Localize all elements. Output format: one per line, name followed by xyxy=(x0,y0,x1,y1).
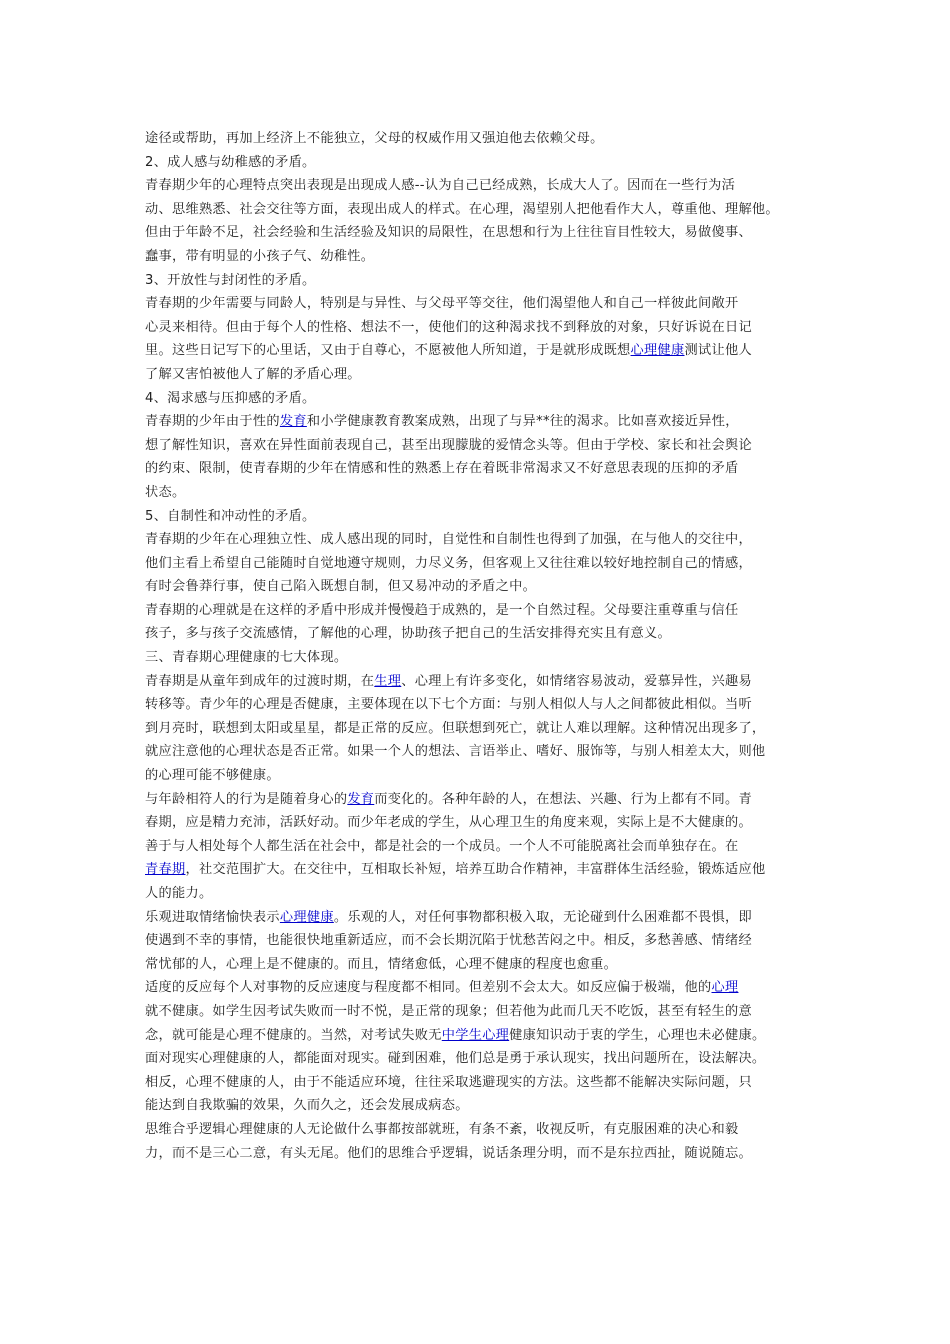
text-line xyxy=(145,198,813,222)
text-line xyxy=(145,292,813,316)
text-line xyxy=(145,646,813,670)
text-segment: 到月亮时，联想到太阳或星星，都是正常的反应。但联想到死亡，就让人难以理解。这种情况出现多了， xyxy=(145,720,766,736)
text-line xyxy=(145,929,813,953)
text-segment: 能达到自我欺骗的效果，久而久之，还会发展成病态。 xyxy=(145,1098,469,1114)
text-line xyxy=(145,1071,813,1095)
keyword-link[interactable]: 心理 xyxy=(711,980,739,996)
text-segment: 心灵来相待。但由于每个人的性格、想法不一，使他们的这种渴求找不到释放的对象，只好诉说在日记 xyxy=(145,319,752,335)
text-segment: 健康知识动于衷的学生，心理也未必健康。 xyxy=(509,1027,766,1043)
text-line xyxy=(145,976,813,1000)
text-line xyxy=(145,835,813,859)
text-segment: 适度的反应每个人对事物的反应速度与程度都不相同。但差别不会太大。如反应偏于极端，他的 xyxy=(145,980,712,996)
text-segment: 了解又害怕被他人了解的矛盾心理。 xyxy=(145,366,361,382)
keyword-link[interactable]: 心理健康 xyxy=(630,343,685,359)
text-segment: 他们主看上希望自己能随时自觉地遵守规则，力尽义务，但客观上又往往难以较好地控制自己的情感， xyxy=(145,555,752,571)
text-segment: 三、青春期心理健康的七大体现。 xyxy=(145,650,348,666)
text-segment: 转移等。青少年的心理是否健康，主要体现在以下七个方面：与别人相似人与人之间都彼此相似。当听 xyxy=(145,697,752,713)
text-segment: 善于与人相处每个人都生活在社会中，都是社会的一个成员。一个人不可能脱离社会而单独存在。在 xyxy=(145,838,739,854)
text-line xyxy=(145,953,813,977)
text-line xyxy=(145,599,813,623)
text-segment: 青春期的心理就是在这样的矛盾中形成并慢慢趋于成熟的，是一个自然过程。父母要注重尊重与信任 xyxy=(145,602,739,618)
keyword-link[interactable]: 发育 xyxy=(347,791,375,807)
text-line xyxy=(145,1142,813,1166)
text-segment: ，社交范围扩大。在交往中，互相取长补短，培养互助合作精神，丰富群体生活经验，锻炼适应他 xyxy=(185,862,766,878)
text-segment: 使遇到不幸的事情，也能很快地重新适应，而不会长期沉陷于忧愁苦闷之中。相反，多愁善感、情绪经 xyxy=(145,933,752,949)
text-line xyxy=(145,363,813,387)
text-segment: 、心理上有许多变化，如情绪容易波动，爱慕异性，兴趣易 xyxy=(401,673,752,689)
text-segment: 。乐观的人，对任何事物都积极入取，无论碰到什么困难都不畏惧，即 xyxy=(333,909,752,925)
text-segment: 2、成人感与幼稚感的矛盾。 xyxy=(145,154,316,170)
text-segment: 里。这些日记写下的心里话，又由于自尊心，不愿被他人所知道，于是就形成既想 xyxy=(145,343,631,359)
text-line xyxy=(145,693,813,717)
text-segment: 思维合乎逻辑心理健康的人无论做什么事都按部就班，有条不紊，收视反听，有克服困难的决心和毅 xyxy=(145,1121,739,1137)
text-segment: 和小学健康教育教案成熟，出现了与异**往的渴求。比如喜欢接近异性， xyxy=(306,414,739,430)
text-line xyxy=(145,151,813,175)
keyword-link[interactable]: 中学生心理 xyxy=(441,1027,510,1043)
text-segment: 青春期的少年在心理独立性、成人感出现的同时，自觉性和自制性也得到了加强，在与他人的交往中， xyxy=(145,532,752,548)
text-line xyxy=(145,788,813,812)
text-line xyxy=(145,245,813,269)
text-segment: 途径或帮助，再加上经济上不能独立，父母的权威作用又强迫他去依赖父母。 xyxy=(145,131,604,146)
text-segment: 力，而不是三心二意，有头无尾。他们的思维合乎逻辑，说话条理分明，而不是东拉西扯，随说随忘。 xyxy=(145,1145,752,1161)
text-segment: 常忧郁的人，心理上是不健康的。而且，情绪愈低，心理不健康的程度也愈重。 xyxy=(145,956,618,972)
text-line xyxy=(145,387,813,411)
text-line xyxy=(145,670,813,694)
text-segment: 春期，应是精力充沛，活跃好动。而少年老成的学生，从心理卫生的角度来观，实际上是不大健康的。 xyxy=(145,815,752,831)
text-line xyxy=(145,764,813,788)
text-segment: 3、开放性与封闭性的矛盾。 xyxy=(145,272,316,288)
text-segment: 但由于年龄不足，社会经验和生活经验及知识的局限性，在思想和行为上往往盲目性较大，易做傻事、 xyxy=(145,225,752,241)
text-line xyxy=(145,481,813,505)
text-line xyxy=(145,316,813,340)
text-segment: 5、自制性和冲动性的矛盾。 xyxy=(145,508,316,524)
text-line xyxy=(145,858,813,882)
text-line xyxy=(145,1118,813,1142)
text-segment: 面对现实心理健康的人，都能面对现实。碰到困难，他们总是勇于承认现实，找出问题所在，设法解决。 xyxy=(145,1051,766,1067)
text-line xyxy=(145,1024,813,1048)
text-line xyxy=(145,1000,813,1024)
text-line xyxy=(145,622,813,646)
text-line xyxy=(145,221,813,245)
text-segment: 动、思维熟悉、社会交往等方面，表现出成人的样式。在心理，渴望别人把他看作大人，尊重他、理解他。 xyxy=(145,201,779,217)
text-segment: 念，就可能是心理不健康的。当然，对考试失败无 xyxy=(145,1027,442,1043)
text-segment: 就应注意他的心理状态是否正常。如果一个人的想法、言语举止、嗜好、服饰等，与别人相差太大，则他 xyxy=(145,744,766,760)
text-segment: 青春期的少年需要与同龄人，特别是与异性、与父母平等交往，他们渴望他人和自己一样彼此间敞开 xyxy=(145,296,739,312)
text-segment: 人的能力。 xyxy=(145,886,213,901)
text-segment: 青春期少年的心理特点突出表现是出现成人感--认为自己已经成熟，长成大人了。因而在一些行为活 xyxy=(145,178,736,194)
text-line xyxy=(145,269,813,293)
text-line xyxy=(145,740,813,764)
text-segment: 的约束、限制，使青春期的少年在情感和性的熟悉上存在着既非常渴求又不好意思表现的压抑的矛盾 xyxy=(145,461,739,477)
text-line xyxy=(145,174,813,198)
text-line xyxy=(145,1094,813,1118)
text-segment: 想了解性知识，喜欢在异性面前表现自己，甚至出现朦胧的爱情念头等。但由于学校、家长和社会舆论 xyxy=(145,437,752,453)
keyword-link[interactable]: 发育 xyxy=(279,414,307,430)
text-line xyxy=(145,434,813,458)
text-line xyxy=(145,882,813,906)
text-segment: 青春期的少年由于性的 xyxy=(145,414,280,430)
document-body xyxy=(145,127,813,1165)
text-line xyxy=(145,717,813,741)
text-segment: 乐观进取情绪愉快表示 xyxy=(145,909,280,925)
text-line xyxy=(145,552,813,576)
text-line xyxy=(145,811,813,835)
text-segment: 青春期是从童年到成年的过渡时期，在 xyxy=(145,673,375,689)
text-segment: 的心理可能不够健康。 xyxy=(145,768,280,784)
text-segment: 有时会鲁莽行事，使自己陷入既想自制，但又易冲动的矛盾之中。 xyxy=(145,579,537,595)
text-line xyxy=(145,906,813,930)
text-segment: 就不健康。如学生因考试失败而一时不悦，是正常的现象；但若他为此而几天不吃饭，甚至有轻生的意 xyxy=(145,1003,752,1019)
text-segment: 状态。 xyxy=(145,484,186,500)
text-segment: 孩子，多与孩子交流感情，了解他的心理，协助孩子把自己的生活安排得充实且有意义。 xyxy=(145,626,672,642)
keyword-link[interactable]: 心理健康 xyxy=(279,909,334,925)
text-segment: 与年龄相符人的行为是随着身心的 xyxy=(145,791,348,807)
text-line xyxy=(145,528,813,552)
text-line xyxy=(145,339,813,363)
text-segment: 蠢事，带有明显的小孩子气、幼稚性。 xyxy=(145,248,375,264)
text-segment: 4、渴求感与压抑感的矛盾。 xyxy=(145,390,316,406)
text-line xyxy=(145,1047,813,1071)
text-line xyxy=(145,127,813,151)
text-line xyxy=(145,505,813,529)
text-line xyxy=(145,575,813,599)
keyword-link[interactable]: 生理 xyxy=(374,673,402,689)
text-line xyxy=(145,410,813,434)
keyword-link[interactable]: 青春期 xyxy=(145,862,186,878)
text-segment: 相反，心理不健康的人，由于不能适应环境，往往采取逃避现实的方法。这些都不能解决实际问题，只 xyxy=(145,1074,752,1090)
text-segment: 测试让他人 xyxy=(684,343,752,359)
text-line xyxy=(145,457,813,481)
text-segment: 而变化的。各种年龄的人，在想法、兴趣、行为上都有不同。青 xyxy=(374,791,752,807)
